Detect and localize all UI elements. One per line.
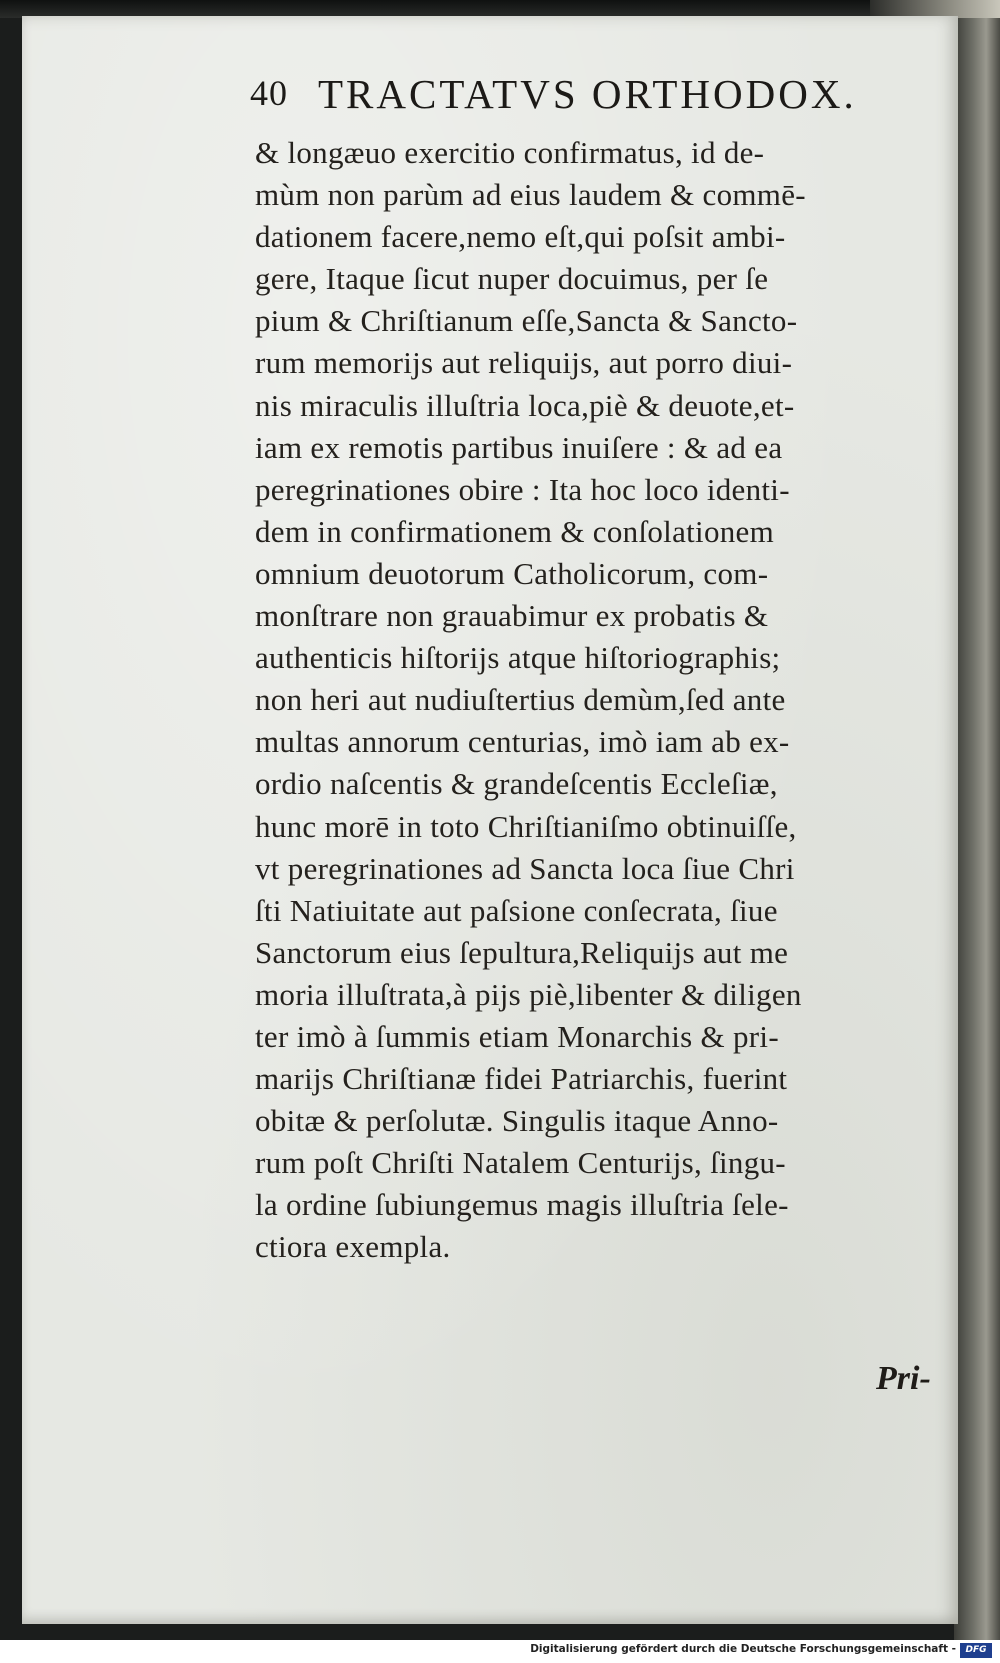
text-line: peregrinationes obire : Ita hoc loco identi- <box>255 471 790 507</box>
text-line: marijs Chriſtianæ fidei Patriarchis, fuerint <box>255 1061 788 1097</box>
text-line: moria illuſtrata,à pijs piè,libenter & diligen <box>255 976 802 1012</box>
text-line: rum poſt Chriſti Natalem Centurijs, ſingu- <box>255 1145 786 1181</box>
text-line: mùm non parùm ad eius laudem & commē- <box>255 177 806 213</box>
text-line: vt peregrinationes ad Sancta loca ſiue Chri <box>255 850 795 886</box>
text-line: Sanctorum eius ſepultura,Reliquijs aut me <box>255 934 789 970</box>
text-line: rum memorijs aut reliquijs, aut porro diui- <box>255 345 793 381</box>
text-line: iam ex remotis partibus inuiſere : & ad ea <box>255 429 783 465</box>
text-line: non heri aut nudiuſtertius demùm,ſed ante <box>255 682 786 718</box>
text-line: ordio naſcentis & grandeſcentis Eccleſiæ, <box>255 766 778 802</box>
text-line: ſti Natiuitate aut paſsione conſecrata, ſiue <box>255 892 778 928</box>
text-line: dem in confirmationem & conſolationem <box>255 513 775 549</box>
running-head <box>250 72 910 132</box>
text-line: monſtrare non grauabimur ex probatis & <box>255 598 769 634</box>
text-line: multas annorum centurias, imò iam ab ex- <box>255 724 790 760</box>
body-text <box>255 132 935 1269</box>
catchword: Pri- <box>876 1360 931 1397</box>
text-line: nis miraculis illuſtria loca,piè & deuote,et- <box>255 387 795 423</box>
text-line: ctiora exempla. <box>255 1229 451 1265</box>
page-number: 40 <box>250 73 288 113</box>
text-line: la ordine ſubiungemus magis illuſtria ſele- <box>255 1187 789 1223</box>
book-spine-edge <box>954 0 1000 1640</box>
running-head-title: TRACTATVS ORTHODOX. <box>318 71 857 117</box>
text-line: hunc morē in toto Chriſtianiſmo obtinuiſſe, <box>255 808 797 844</box>
dfg-logo: DFG <box>960 1643 992 1658</box>
text-line: authenticis hiſtorijs atque hiſtoriographis; <box>255 640 781 676</box>
text-line: omnium deuotorum Catholicorum, com- <box>255 555 769 591</box>
text-line: ter imò à ſummis etiam Monarchis & pri- <box>255 1018 779 1054</box>
text-line: & longæuo exercitio confirmatus, id de- <box>255 135 765 170</box>
text-line: dationem facere,nemo eſt,qui poſsit ambi- <box>255 219 786 255</box>
text-line: obitæ & perſolutæ. Singulis itaque Anno- <box>255 1103 779 1139</box>
digitization-footer <box>0 1640 1000 1663</box>
text-line: gere, Itaque ſicut nuper docuimus, per ſe <box>255 261 769 297</box>
funding-credit: Digitalisierung gefördert durch die Deutsche Forschungsgemeinschaft - <box>530 1643 956 1655</box>
text-line: pium & Chriſtianum eſſe,Sancta & Sancto- <box>255 303 798 339</box>
